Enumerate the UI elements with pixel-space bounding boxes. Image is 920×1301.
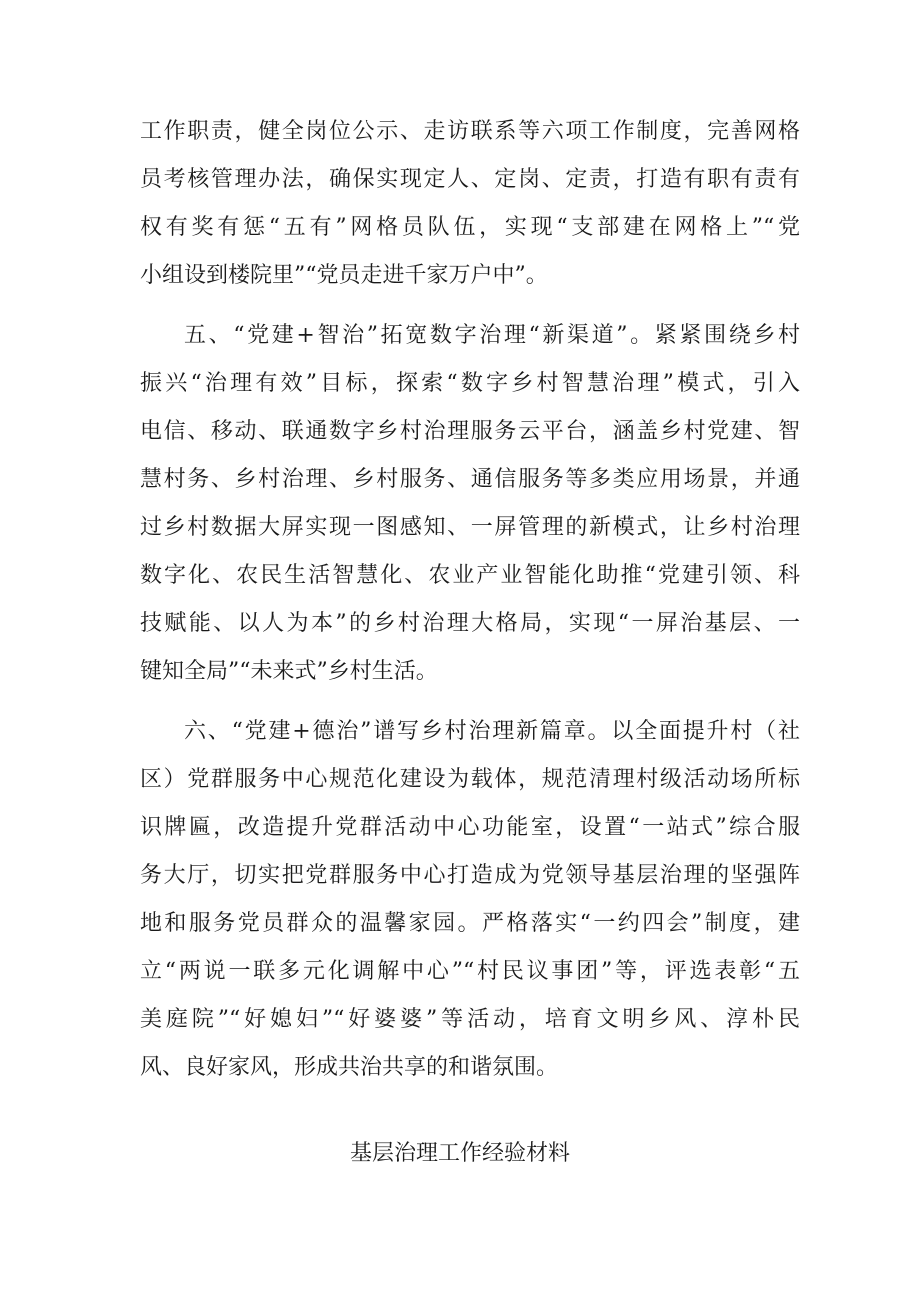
text-line: 五、“党建+智治”拓宽数字治理“新渠道”。紧紧围绕乡村 xyxy=(184,323,800,348)
text-line: 权有奖有惩“五有”网格员队伍，实现“支部建在网格上”“党 xyxy=(140,215,800,240)
text-line: 地和服务党员群众的温馨家园。严格落实“一约四会”制度，建 xyxy=(140,911,800,936)
text-line: 振兴“治理有效”目标，探索“数字乡村智慧治理”模式，引入 xyxy=(140,371,800,396)
text-line: 区）党群服务中心规范化建设为载体，规范清理村级活动场所标 xyxy=(140,767,800,792)
text-line: 六、“党建+德治”谱写乡村治理新篇章。以全面提升村（社 xyxy=(184,719,800,744)
text-line: 技赋能、以人为本”的乡村治理大格局，实现“一屏治基层、一 xyxy=(140,611,800,636)
text-line: 工作职责，健全岗位公示、走访联系等六项工作制度，完善网格 xyxy=(140,119,800,144)
text-line: 员考核管理办法，确保实现定人、定岗、定责，打造有职有责有 xyxy=(140,167,800,192)
text-line: 美庭院”“好媳妇”“好婆婆”等活动，培育文明乡风、淳朴民 xyxy=(140,1007,800,1032)
text-line: 过乡村数据大屏实现一图感知、一屏管理的新模式，让乡村治理 xyxy=(140,515,800,540)
document-title: 基层治理工作经验材料 xyxy=(349,1141,570,1166)
text-line: 识牌匾，改造提升党群活动中心功能室，设置“一站式”综合服 xyxy=(140,815,800,840)
text-line: 慧村务、乡村治理、乡村服务、通信服务等多类应用场景，并通 xyxy=(140,467,800,492)
text-line: 务大厅，切实把党群服务中心打造成为党领导基层治理的坚强阵 xyxy=(140,863,800,888)
text-line: 电信、移动、联通数字乡村治理服务云平台，涵盖乡村党建、智 xyxy=(140,419,800,444)
text-line: 立“两说一联多元化调解中心”“村民议事团”等，评选表彰“五 xyxy=(140,959,800,984)
text-line: 键知全局”“未来式”乡村生活。 xyxy=(140,659,438,684)
text-line: 风、良好家风，形成共治共享的和谐氛围。 xyxy=(140,1055,559,1080)
text-line: 数字化、农民生活智慧化、农业产业智能化助推“党建引领、科 xyxy=(140,563,800,588)
text-line: 小组设到楼院里”“党员走进千家万户中”。 xyxy=(140,263,548,288)
